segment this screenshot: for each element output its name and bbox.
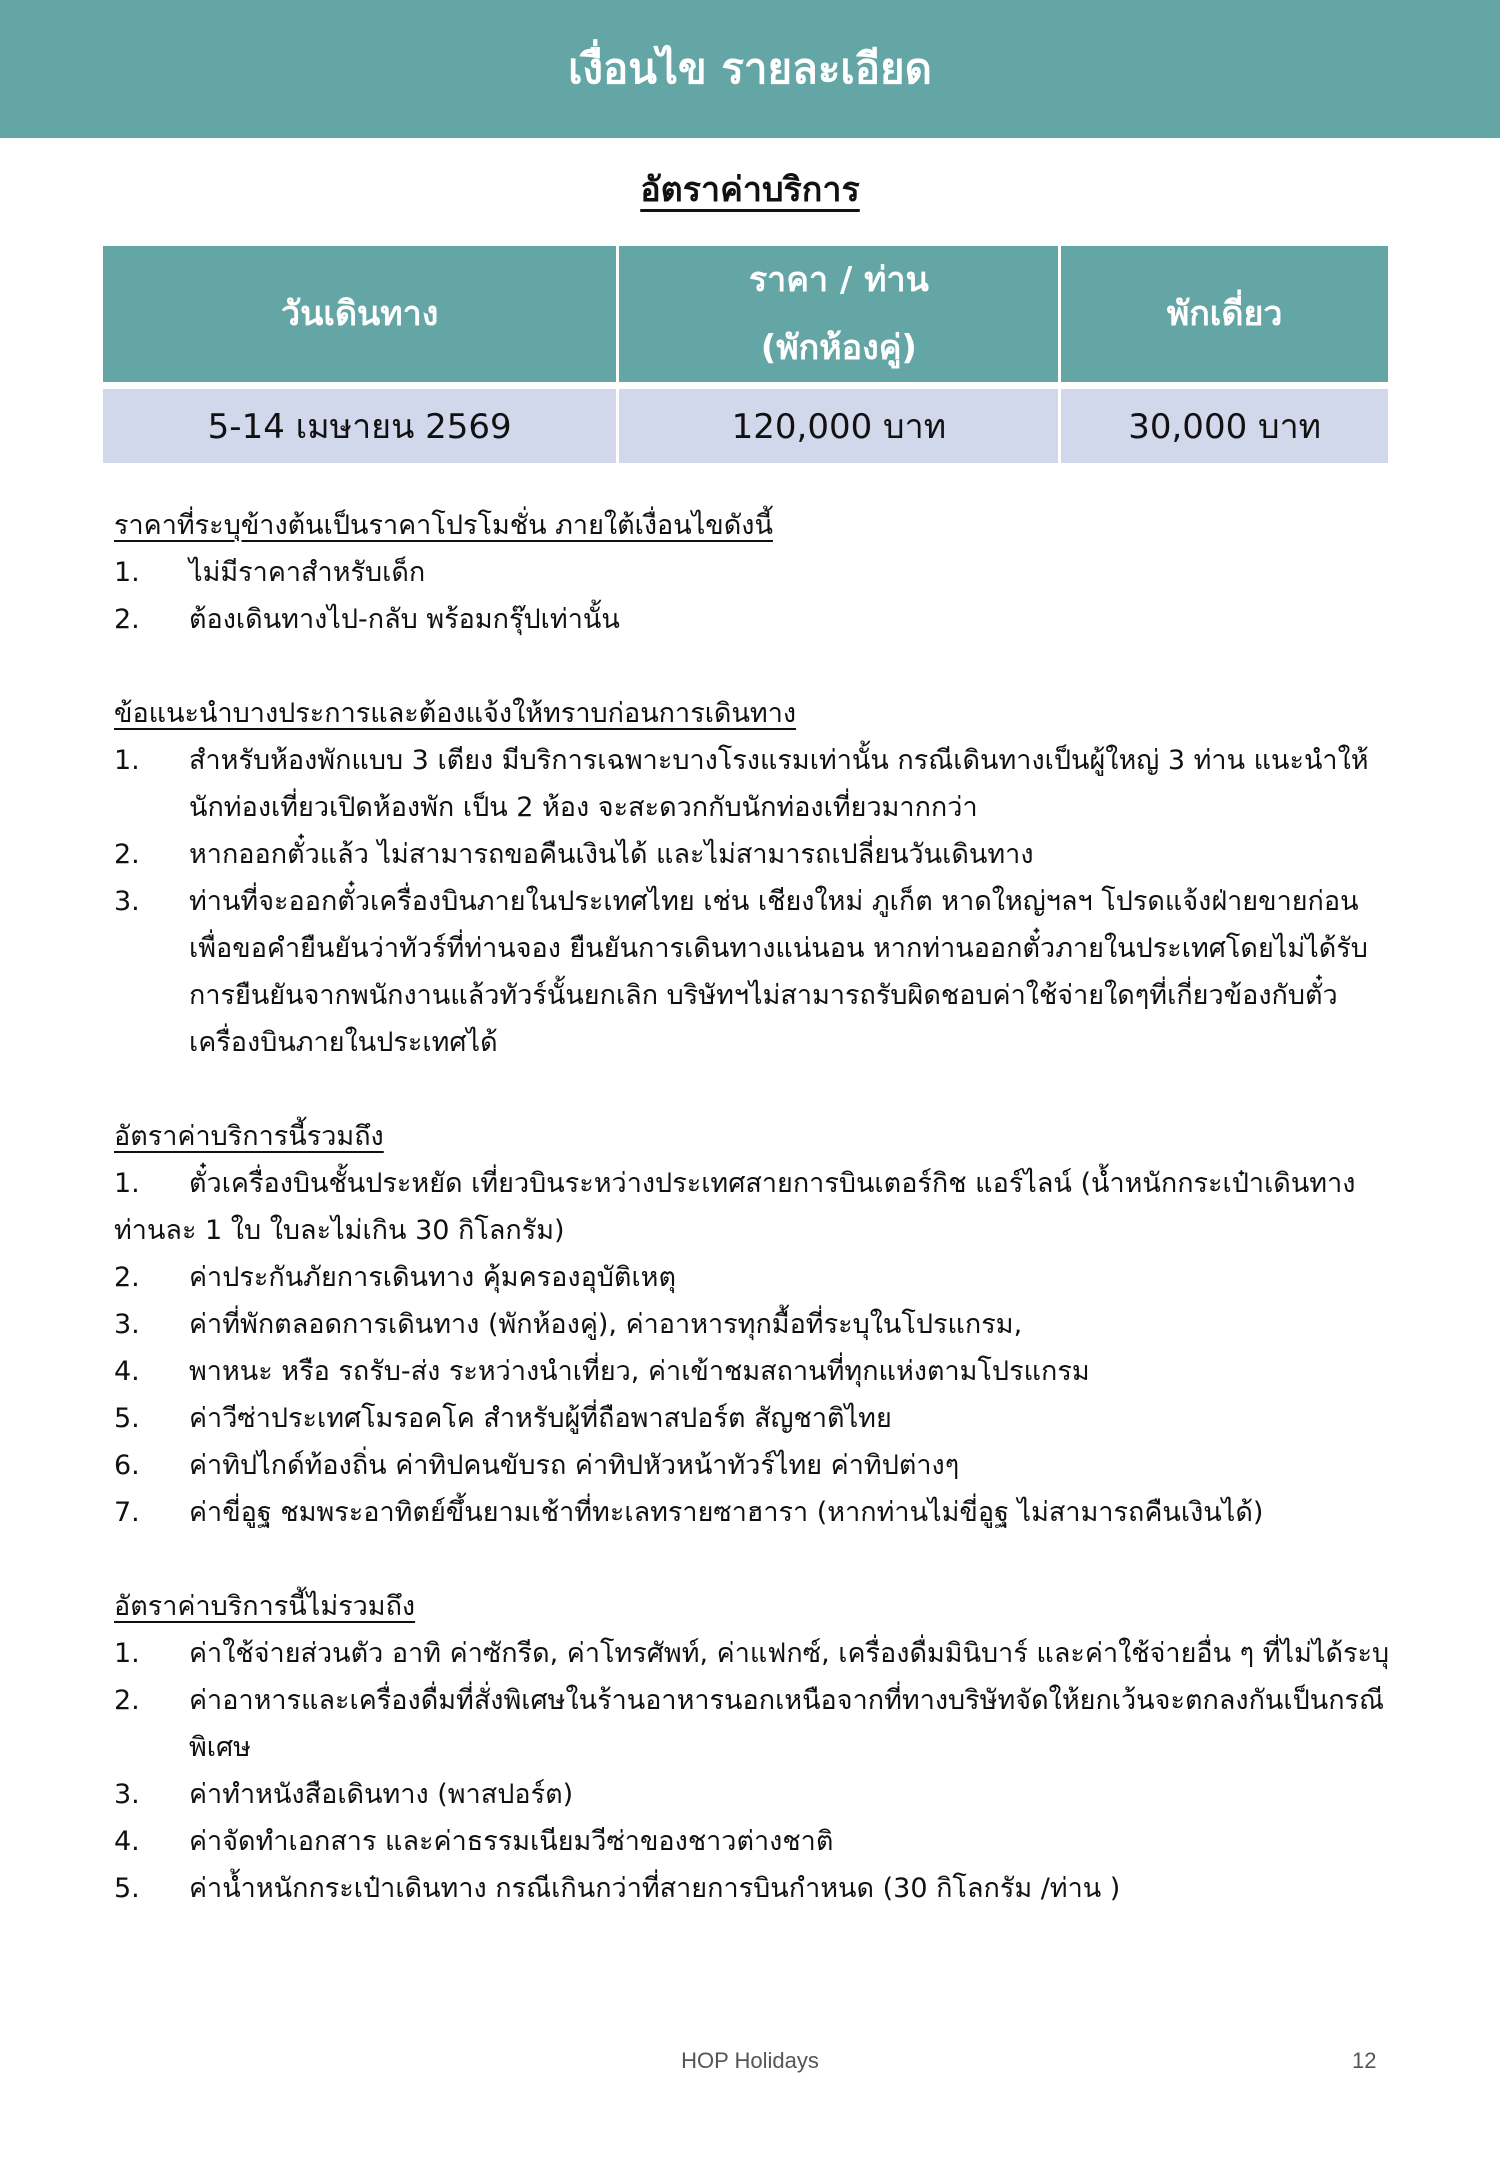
header-single: พักเดี่ยว bbox=[1061, 246, 1388, 382]
list-text: ค่าวีซ่าประเทศโมรอคโค สำหรับผู้ที่ถือพาสปอร์ต สัญชาติไทย bbox=[189, 1403, 892, 1434]
cell-single: 30,000 บาท bbox=[1061, 389, 1388, 463]
list-item bbox=[114, 1254, 1394, 1301]
list-item bbox=[114, 831, 1394, 878]
list-text: หากออกตั๋วแล้ว ไม่สามารถขอคืนเงินได้ และไม่สามารถเปลี่ยนวันเดินทาง bbox=[189, 839, 1034, 870]
promo-heading: ราคาที่ระบุข้างต้นเป็นราคาโปรโมชั่น ภายใต้เงื่อนไขดังนี้ bbox=[114, 510, 773, 541]
table-row bbox=[103, 389, 1388, 463]
header-price bbox=[619, 246, 1058, 382]
list-number: 1. bbox=[114, 745, 140, 776]
list-number: 2. bbox=[114, 839, 140, 870]
list-text: สำหรับห้องพักแบบ 3 เตียง มีบริการเฉพาะบางโรงแรมเท่านั้น กรณีเดินทางเป็นผู้ใหญ่ 3 ท่าน แนะนำให้นักท่องเที่ยวเปิดห้องพัก เป็น 2 ห้อง จะสะดวกกับนักท่องเที่ยวมากกว่า bbox=[189, 745, 1369, 823]
rate-table-header-row bbox=[103, 246, 1388, 382]
list-item bbox=[114, 1301, 1394, 1348]
list-text: ตั๋วเครื่องบินชั้นประหยัด เที่ยวบินระหว่างประเทศสายการบินเตอร์กิช แอร์ไลน์ (น้ำหนักกระเป๋าเดินทาง ท่านละ 1 ใบ ใบละไม่เกิน 30 กิโลกรัม) bbox=[114, 1168, 1356, 1246]
list-text: ไม่มีราคาสำหรับเด็ก bbox=[189, 557, 426, 588]
list-item bbox=[114, 1865, 1394, 1912]
list-text: ค่าประกันภัยการเดินทาง คุ้มครองอุบัติเหตุ bbox=[189, 1262, 677, 1293]
list-item bbox=[114, 1442, 1394, 1489]
list-item bbox=[114, 1771, 1394, 1818]
page-number: 12 bbox=[1352, 2048, 1377, 2073]
list-number: 2. bbox=[114, 604, 140, 635]
list-number: 3. bbox=[114, 1779, 140, 1810]
included-section bbox=[114, 1113, 1394, 1536]
list-number: 2. bbox=[114, 1262, 140, 1293]
conditions-content bbox=[114, 502, 1394, 1959]
list-item bbox=[114, 737, 1394, 831]
list-text: ค่าขี่อูฐ ชมพระอาทิตย์ขึ้นยามเช้าที่ทะเลทรายซาฮารา (หากท่านไม่ขี่อูฐ ไม่สามารถคืนเงินได้) bbox=[189, 1497, 1264, 1528]
advice-heading: ข้อแนะนำบางประการและต้องแจ้งให้ทราบก่อนการเดินทาง bbox=[114, 698, 797, 729]
header-price-line1: ราคา / ท่าน bbox=[748, 260, 929, 300]
list-text: ท่านที่จะออกตั๋วเครื่องบินภายในประเทศไทย เช่น เชียงใหม่ ภูเก็ต หาดใหญ่ฯลฯ โปรดแจ้งฝ่ายขายก่อนเพื่อขอคำยืนยันว่าทัวร์ที่ท่านจอง ยืนยันการเดินทางแน่นอน หากท่านออกตั๋วภายในประเทศโดยไม่ได้รับการยืนยันจากพนักงานแล้วทัวร์นั้นยกเลิก บริษัทฯไม่สามารถรับผิดชอบค่าใช้จ่ายใดๆที่เกี่ยวข้องกับตั๋วเครื่องบินภายในประเทศได้ bbox=[189, 886, 1368, 1058]
list-item bbox=[114, 1630, 1394, 1677]
header-date: วันเดินทาง bbox=[103, 246, 616, 382]
header-price-line2: (พักห้องคู่) bbox=[760, 328, 917, 368]
list-item bbox=[114, 596, 1394, 643]
list-text: ค่าใช้จ่ายส่วนตัว อาทิ ค่าซักรีด, ค่าโทรศัพท์, ค่าแฟกซ์, เครื่องดื่มมินิบาร์ และค่าใช้จ่ายอื่น ๆ ที่ไม่ได้ระบุ bbox=[189, 1638, 1390, 1669]
promo-section bbox=[114, 502, 1394, 643]
advice-section bbox=[114, 690, 1394, 1066]
list-item bbox=[114, 549, 1394, 596]
footer-brand: HOP Holidays bbox=[681, 2048, 819, 2073]
rate-table bbox=[100, 246, 1391, 463]
list-text: ต้องเดินทางไป-กลับ พร้อมกรุ๊ปเท่านั้น bbox=[189, 604, 620, 635]
list-number: 1. bbox=[114, 557, 140, 588]
list-number: 6. bbox=[114, 1450, 140, 1481]
section-title bbox=[0, 162, 1500, 216]
list-number: 5. bbox=[114, 1873, 140, 1904]
list-item bbox=[114, 1160, 1394, 1254]
list-number: 4. bbox=[114, 1826, 140, 1857]
list-item bbox=[114, 1348, 1394, 1395]
list-item bbox=[114, 1489, 1394, 1536]
list-number: 5. bbox=[114, 1403, 140, 1434]
list-text: ค่าทำหนังสือเดินทาง (พาสปอร์ต) bbox=[189, 1779, 574, 1810]
page-banner bbox=[0, 0, 1500, 138]
banner-title: เงื่อนไข รายละเอียด bbox=[568, 44, 932, 93]
list-number: 2. bbox=[114, 1685, 140, 1716]
list-number: 3. bbox=[114, 886, 140, 917]
list-number: 1. bbox=[114, 1638, 140, 1669]
excluded-heading: อัตราค่าบริการนี้ไม่รวมถึง bbox=[114, 1591, 416, 1622]
list-number: 7. bbox=[114, 1497, 140, 1528]
list-text: ค่าที่พักตลอดการเดินทาง (พักห้องคู่), ค่าอาหารทุกมื้อที่ระบุในโปรแกรม, bbox=[189, 1309, 1023, 1340]
list-item bbox=[114, 1395, 1394, 1442]
included-heading: อัตราค่าบริการนี้รวมถึง bbox=[114, 1121, 384, 1152]
list-text: ค่าน้ำหนักกระเป๋าเดินทาง กรณีเกินกว่าที่สายการบินกำหนด (30 กิโลกรัม /ท่าน ) bbox=[189, 1873, 1121, 1904]
list-item bbox=[114, 1818, 1394, 1865]
list-text: พาหนะ หรือ รถรับ-ส่ง ระหว่างนำเที่ยว, ค่าเข้าชมสถานที่ทุกแห่งตามโปรแกรม bbox=[189, 1356, 1090, 1387]
list-number: 3. bbox=[114, 1309, 140, 1340]
list-item bbox=[114, 1677, 1394, 1771]
list-item bbox=[114, 878, 1394, 1066]
cell-date: 5-14 เมษายน 2569 bbox=[103, 389, 616, 463]
list-number: 4. bbox=[114, 1356, 140, 1387]
list-text: ค่าอาหารและเครื่องดื่มที่สั่งพิเศษในร้านอาหารนอกเหนือจากที่ทางบริษัทจัดให้ยกเว้นจะตกลงกันเป็นกรณีพิเศษ bbox=[189, 1685, 1385, 1763]
list-text: ค่าจัดทำเอกสาร และค่าธรรมเนียมวีซ่าของชาวต่างชาติ bbox=[189, 1826, 834, 1857]
cell-price: 120,000 บาท bbox=[619, 389, 1058, 463]
section-title-text: อัตราค่าบริการ bbox=[640, 170, 860, 210]
list-number: 1. bbox=[114, 1168, 140, 1199]
excluded-section bbox=[114, 1583, 1394, 1912]
list-text: ค่าทิปไกด์ท้องถิ่น ค่าทิปคนขับรถ ค่าทิปหัวหน้าทัวร์ไทย ค่าทิปต่างๆ bbox=[189, 1450, 960, 1481]
